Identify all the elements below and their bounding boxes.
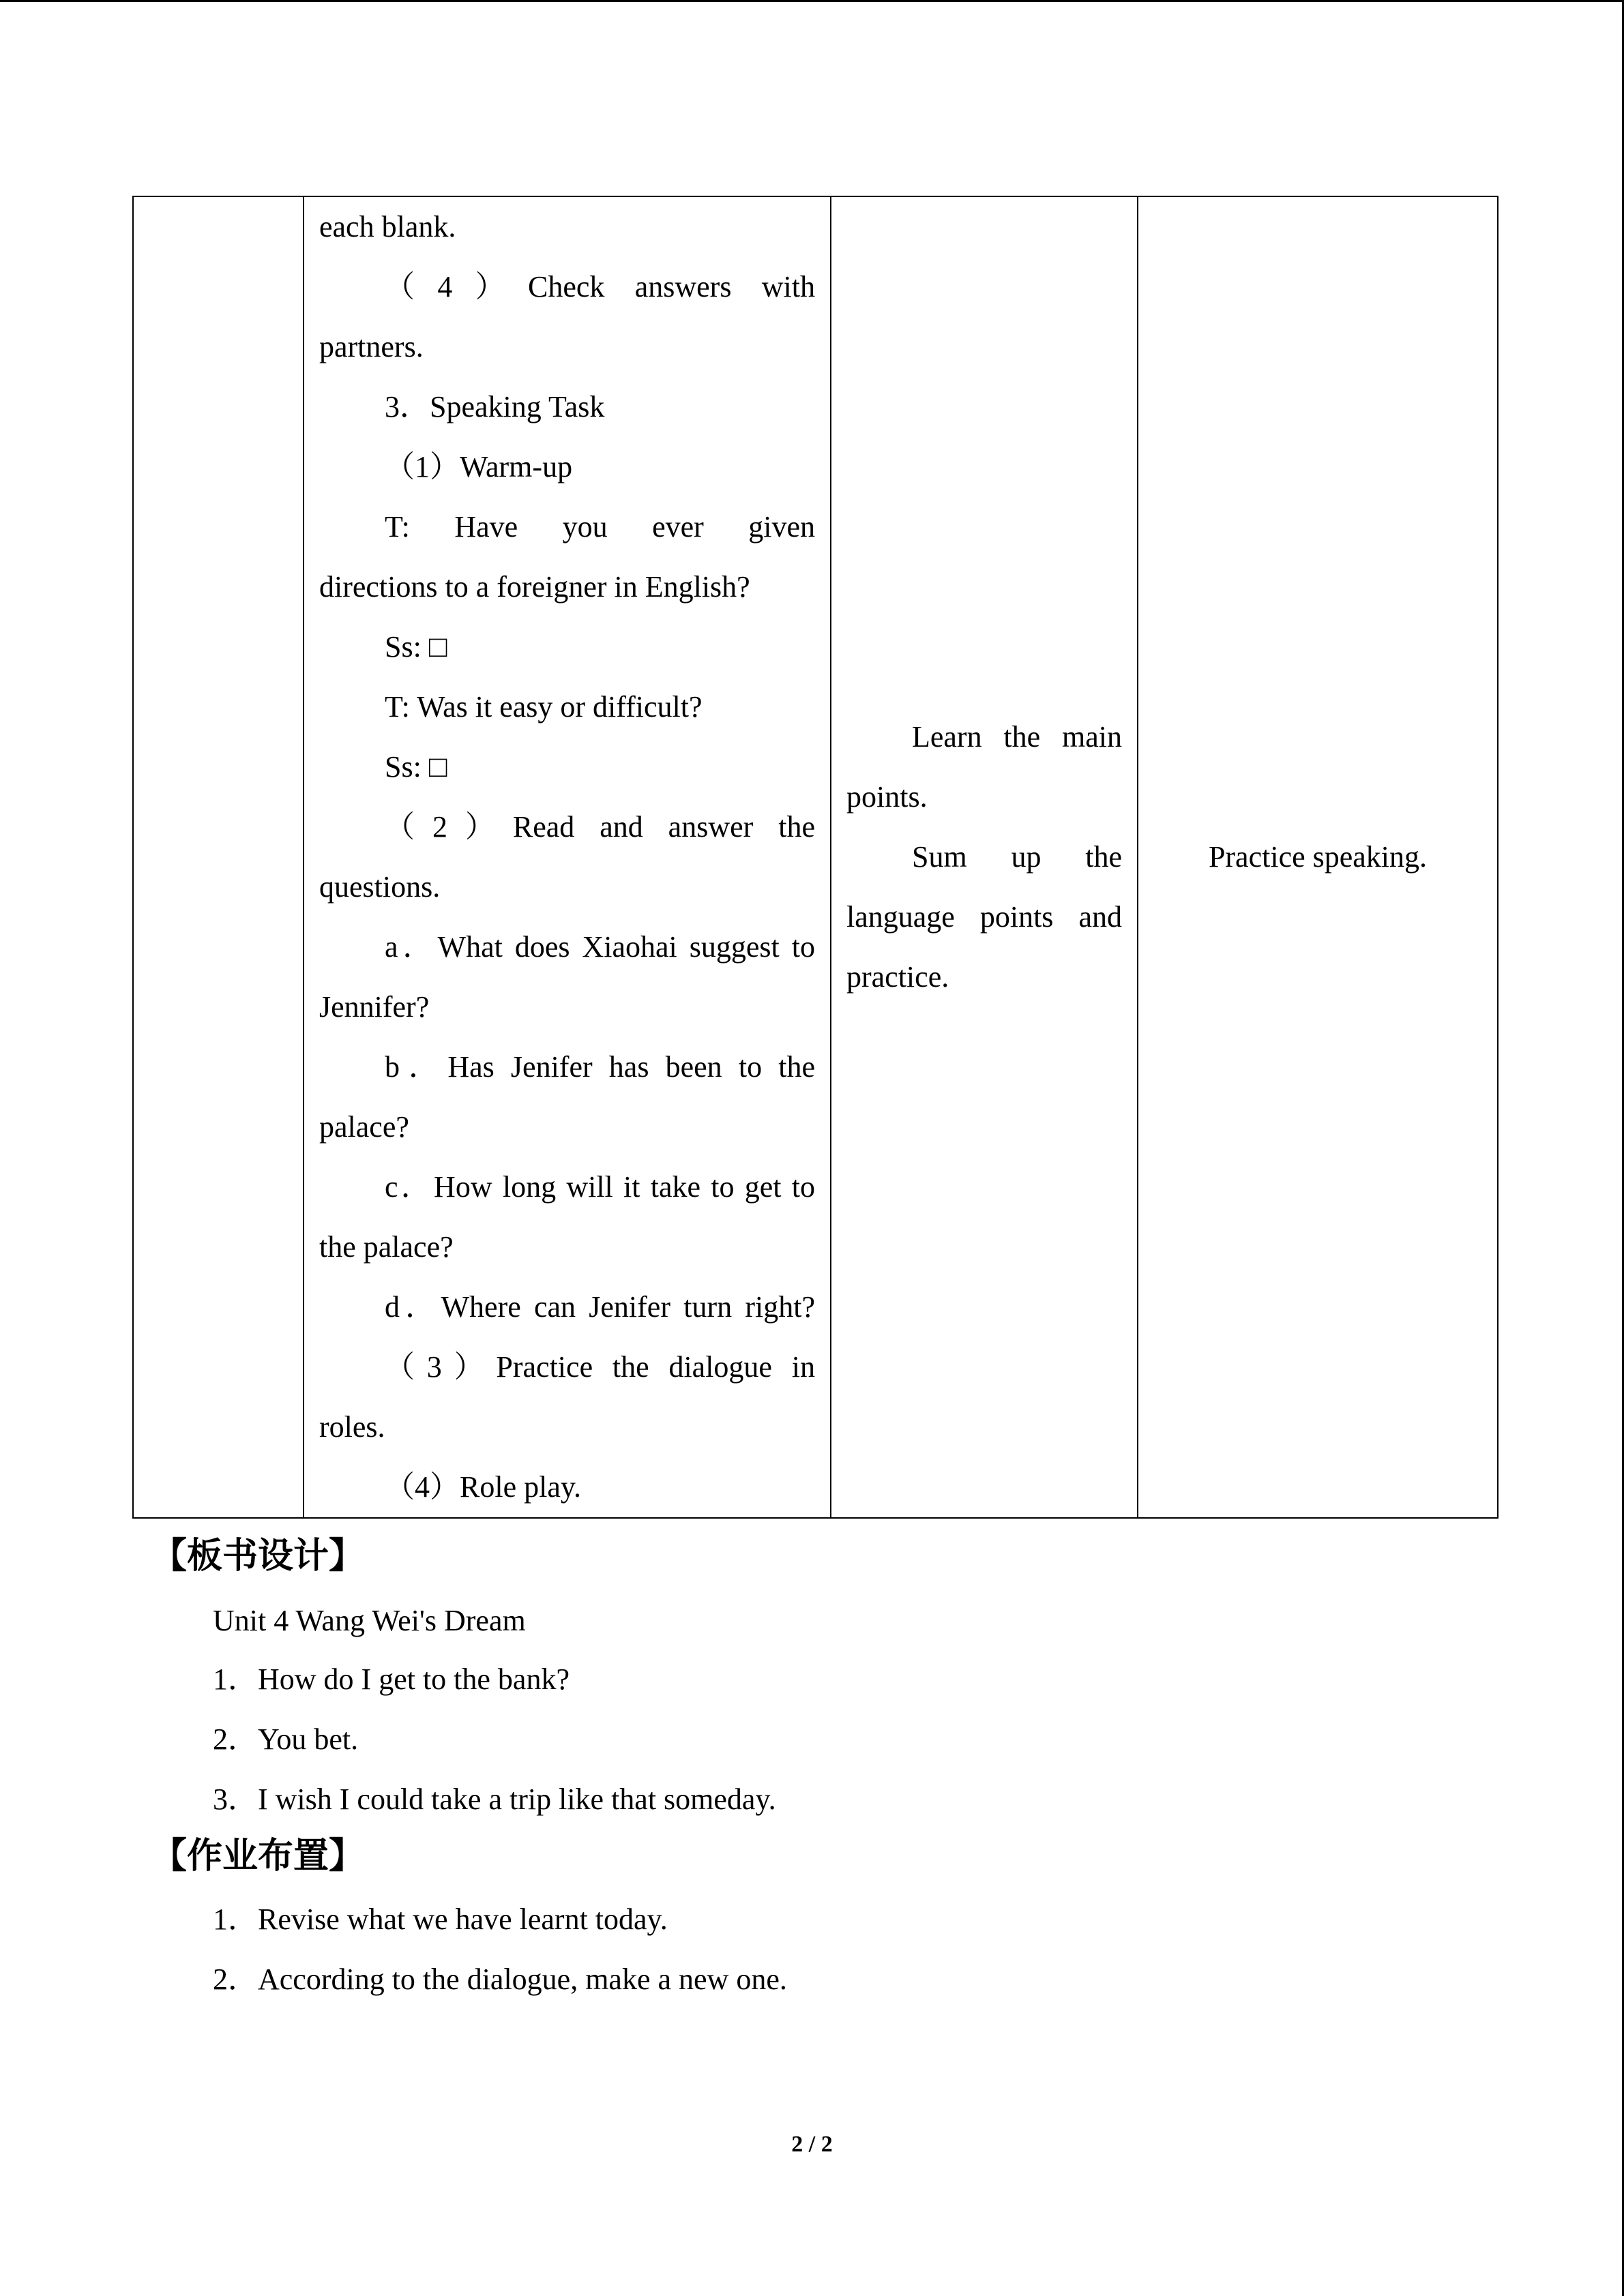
table-cell-teacher-activities [304,196,831,1518]
text-line: c．How long will it take to get to [385,1170,815,1204]
table-cell-empty [133,196,304,1518]
text-line: b．Has Jenifer has been to the [385,1050,815,1084]
text-line: Learn the main [912,720,1122,754]
text-line: d．Where can Jenifer turn right? [385,1290,815,1324]
homework-item: 1．Revise what we have learnt today. [213,1903,668,1936]
homework-item: 2．According to the dialogue, make a new one. [213,1963,787,1996]
text-line: palace? [319,1110,409,1144]
homework-heading: 【作业布置】 [151,1836,365,1877]
table-cell-student-activities [831,196,1138,1518]
text-line: directions to a foreigner in English? [319,570,750,603]
text-line: Sum up the [912,840,1122,874]
board-design-title: Unit 4 Wang Wei's Dream [213,1604,526,1637]
text-line: （4）Check answers with [385,270,815,303]
text-line: language points and [846,900,1122,934]
lesson-table [132,196,1498,1519]
text-line: Ss: □ [385,750,447,784]
text-line: （4）Role play. [385,1470,581,1504]
table-row [133,196,1498,1518]
text-line: Ss: □ [385,630,447,664]
text-line: practice. [846,960,949,994]
text-line: a．What does Xiaohai suggest to [385,930,815,964]
text-line: each blank. [319,210,456,243]
text-line: 3．Speaking Task [385,390,605,423]
text-line: points. [846,780,928,814]
text-line: questions. [319,870,441,904]
student-activities-text [831,707,1137,1007]
text-line: T: Was it easy or difficult? [385,690,703,724]
board-design-heading: 【板书设计】 [151,1536,365,1577]
text-line: the palace? [319,1230,454,1264]
page-number: 2 / 2 [791,2132,833,2157]
text-line: Jennifer? [319,990,430,1024]
text-line: roles. [319,1410,385,1444]
table-cell-design-purpose [1138,196,1498,1518]
board-design-item: 1．How do I get to the bank? [213,1663,570,1696]
board-design-item: 2．You bet. [213,1723,359,1756]
text-line: partners. [319,330,424,363]
page-top-border [0,0,1624,2]
text-line: T: Have you ever given [385,510,815,543]
board-design-item: 3．I wish I could take a trip like that someday. [213,1783,776,1816]
text-line: （3）Practice the dialogue in [385,1350,815,1384]
text-line: （2）Read and answer the [385,810,815,844]
teacher-activities-text [304,197,830,1517]
design-purpose-text: Practice speaking. [1208,840,1428,874]
text-line: （1）Warm-up [385,450,573,483]
